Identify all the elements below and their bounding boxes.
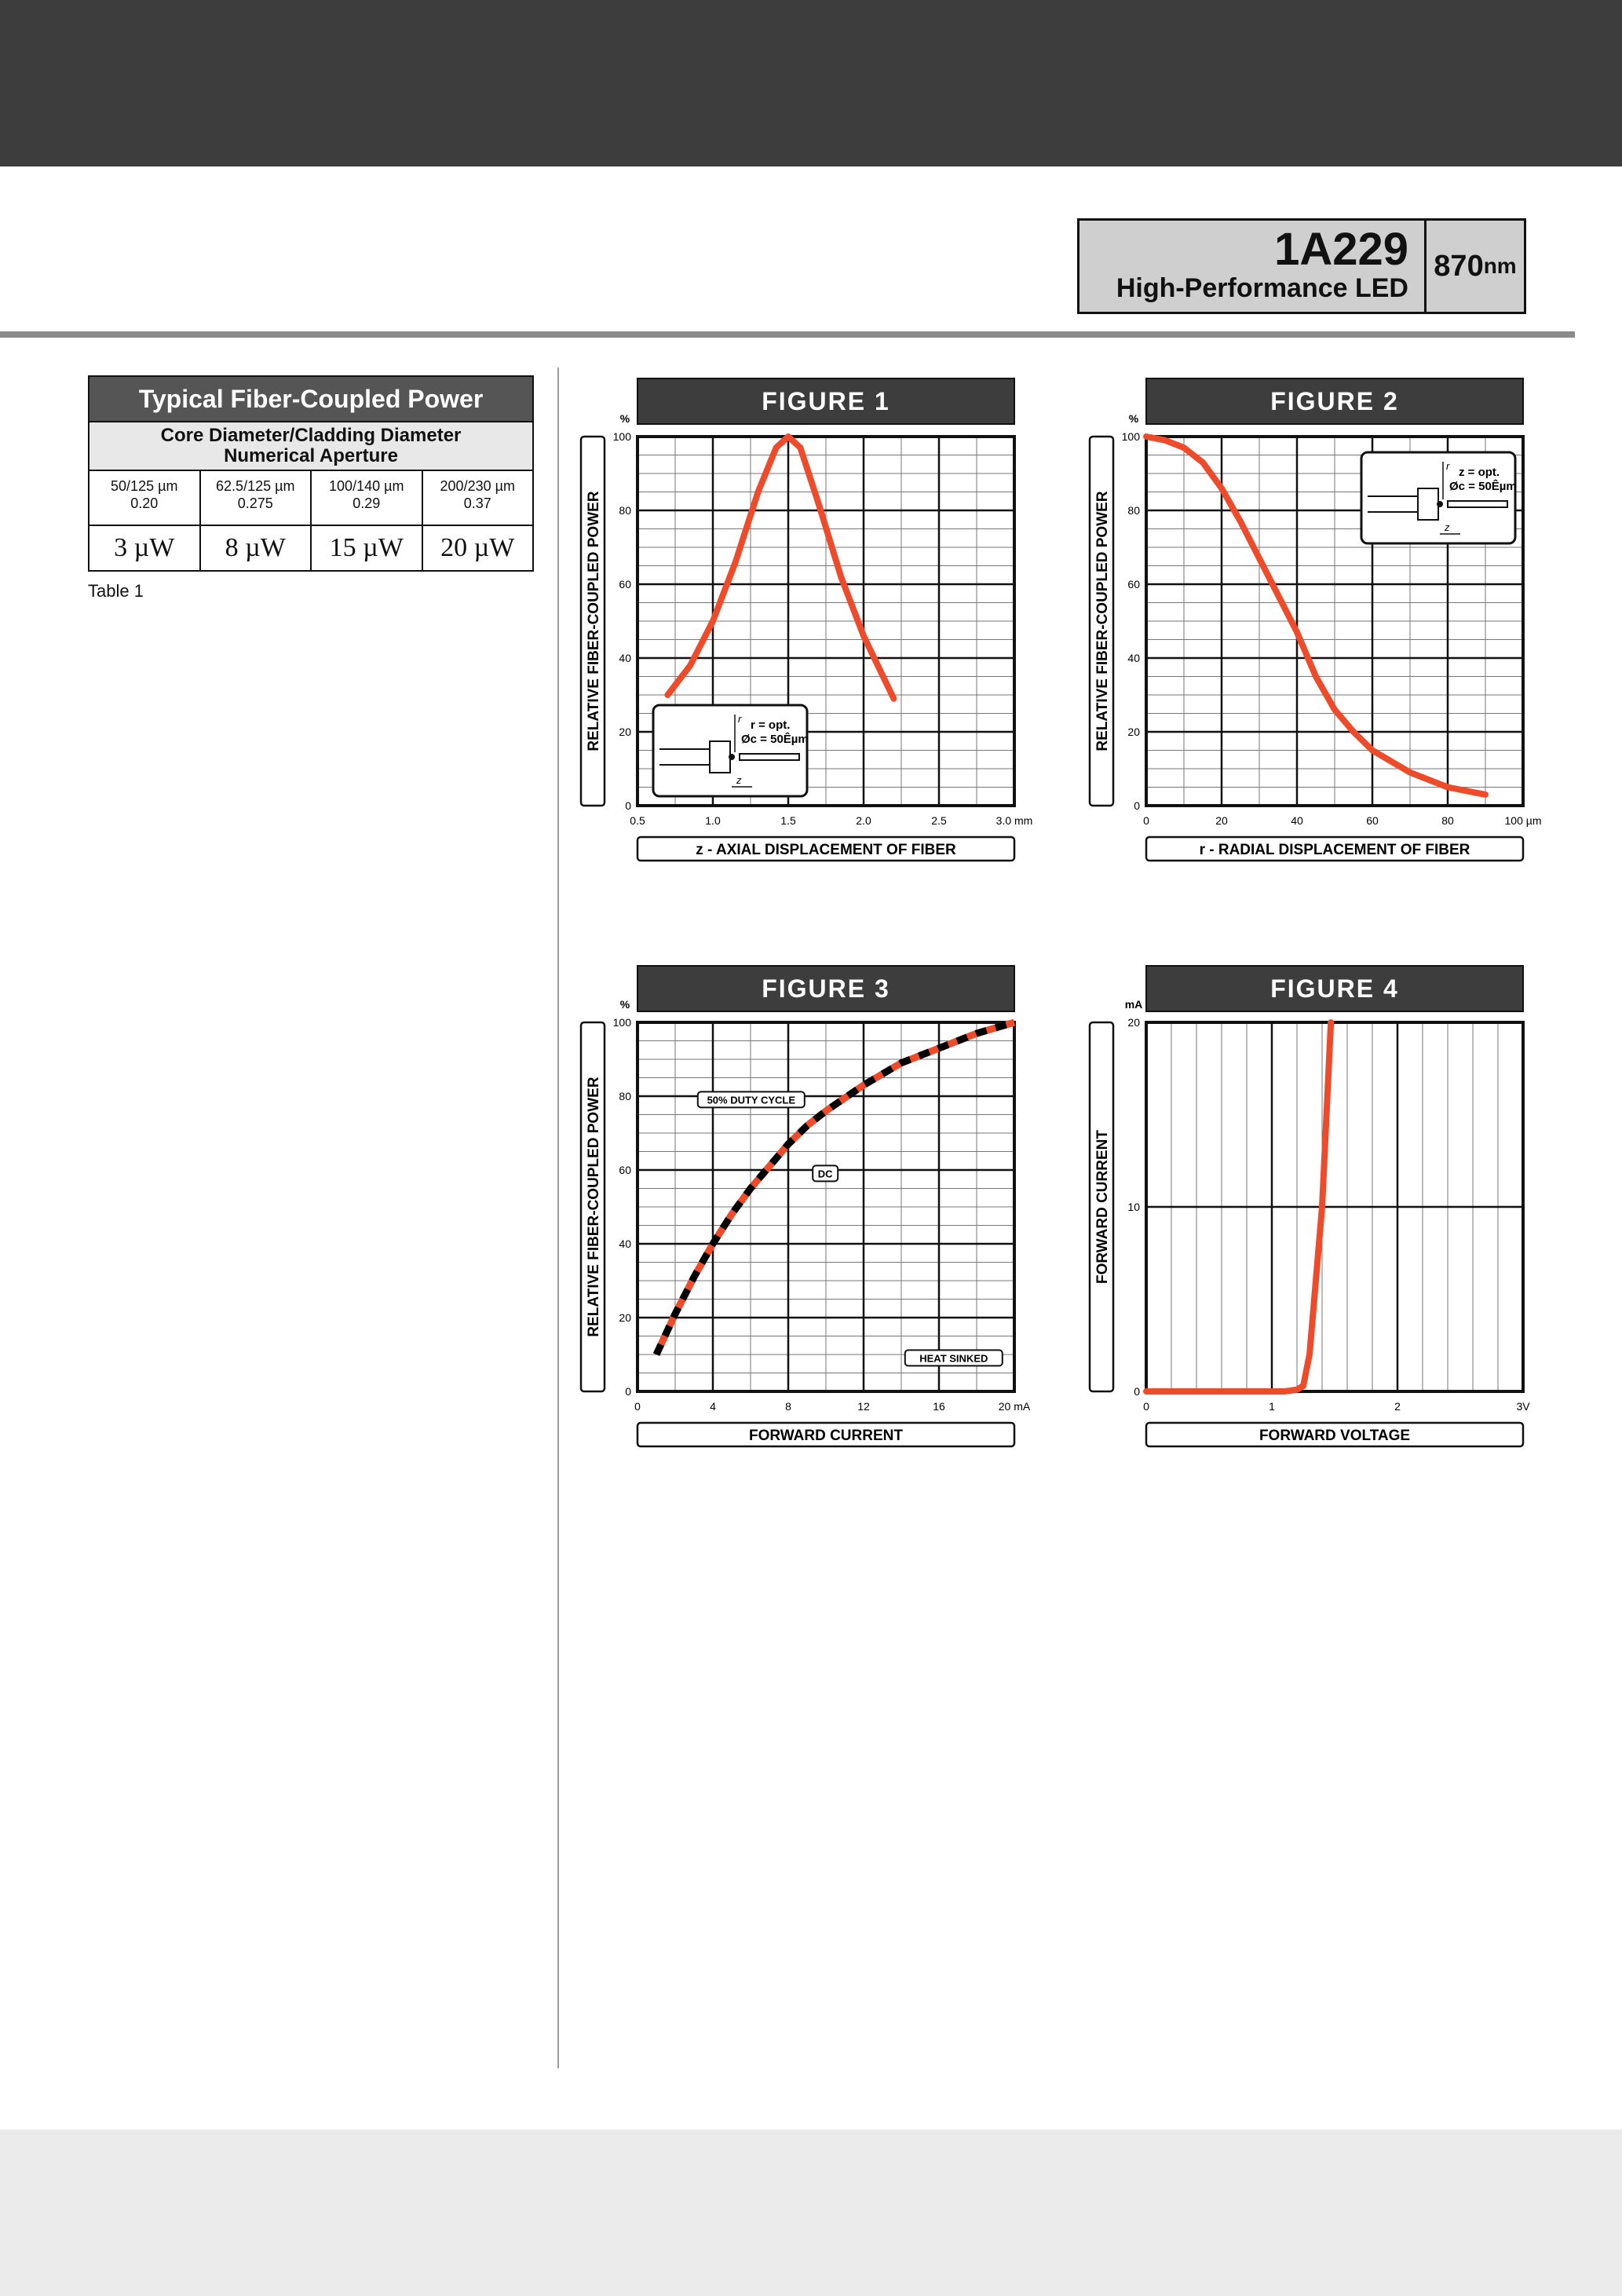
power-cell: 3 µW [114, 533, 175, 562]
x-axis-label: z - AXIAL DISPLACEMENT OF FIBER [696, 842, 956, 858]
figure-title: FIGURE 4 [1270, 974, 1399, 1003]
x-tick-label: 2.5 [931, 814, 947, 827]
x-tick-label: 8 [785, 1400, 791, 1413]
y-tick-label: 60 [619, 1164, 631, 1176]
x-axis-label: FORWARD CURRENT [749, 1428, 903, 1444]
y-axis-label: FORWARD CURRENT [1094, 1130, 1111, 1284]
fiber-size: 50/125 µm [111, 478, 178, 494]
figure-title: FIGURE 3 [762, 974, 890, 1003]
x-tick-label: 80 [1441, 814, 1454, 827]
y-unit-label: % [1128, 412, 1139, 425]
x-tick-label: 3.0 mm [995, 814, 1033, 827]
y-axis-label: RELATIVE FIBER-COUPLED POWER [586, 1077, 602, 1337]
x-tick-label: 3V [1516, 1400, 1530, 1413]
x-axis-label: r - RADIAL DISPLACEMENT OF FIBER [1199, 842, 1470, 858]
y-tick-label: 100 [612, 1016, 631, 1029]
data-curve [667, 437, 893, 699]
figure-title: FIGURE 1 [762, 387, 890, 415]
y-tick-label: 20 [1127, 1016, 1140, 1029]
model-number: 1A229 [1274, 224, 1408, 275]
figure-2 [1090, 378, 1541, 861]
x-axis-label: FORWARD VOLTAGE [1259, 1428, 1411, 1444]
x-tick-label: 1.5 [780, 814, 796, 827]
y-tick-label: 0 [1134, 1385, 1140, 1398]
inset-axis-r: r [1446, 460, 1450, 472]
figure-title: FIGURE 2 [1270, 387, 1399, 415]
figure-4 [1090, 966, 1530, 1446]
x-tick-label: 1.0 [705, 814, 721, 827]
y-tick-label: 80 [1127, 504, 1140, 517]
inset-label-2: Øc = 50Êµm [741, 733, 809, 746]
y-unit-label: % [619, 998, 630, 1011]
y-tick-label: 80 [619, 504, 631, 517]
y-tick-label: 100 [1121, 430, 1140, 443]
power-cell: 8 µW [199, 526, 311, 570]
table-subtitle-line2: Numerical Aperture [224, 445, 398, 466]
x-tick-label: 60 [1366, 814, 1379, 827]
x-tick-label: 20 [1215, 814, 1228, 827]
y-axis-label: RELATIVE FIBER-COUPLED POWER [586, 491, 602, 751]
inset-label-2: Øc = 50Êµm [1449, 480, 1517, 493]
fiber-inset [653, 705, 809, 796]
table-title: Typical Fiber-Coupled Power [90, 377, 532, 421]
numerical-aperture: 0.275 [237, 495, 273, 511]
table-subtitle-line1: Core Diameter/Cladding Diameter [160, 425, 462, 446]
numerical-aperture: 0.37 [463, 495, 491, 511]
y-tick-label: 0 [1134, 799, 1140, 812]
numerical-aperture: 0.29 [353, 495, 381, 511]
x-tick-label: 0 [634, 1400, 641, 1413]
fiber-size: 100/140 µm [329, 478, 404, 494]
y-tick-label: 20 [619, 726, 631, 738]
fiber-icon [740, 754, 799, 760]
annotation-label: DC [817, 1168, 833, 1180]
led-body-icon [710, 741, 730, 773]
y-tick-label: 40 [619, 652, 631, 664]
x-tick-label: 0 [1143, 1400, 1149, 1413]
y-tick-label: 20 [1127, 726, 1140, 738]
y-axis-label: RELATIVE FIBER-COUPLED POWER [1094, 491, 1111, 751]
y-tick-label: 40 [1127, 652, 1140, 664]
x-tick-label: 12 [857, 1400, 870, 1413]
y-tick-label: 20 [619, 1311, 631, 1324]
inset-axis-r: r [738, 713, 742, 725]
inset-label-1: z = opt. [1459, 466, 1500, 479]
y-tick-label: 40 [619, 1238, 631, 1250]
x-tick-label: 100 µm [1504, 814, 1542, 827]
y-unit-label: mA [1124, 998, 1143, 1011]
y-tick-label: 10 [1127, 1201, 1140, 1213]
x-tick-label: 20 mA [998, 1400, 1031, 1413]
x-tick-label: 40 [1291, 814, 1303, 827]
inset-axis-z: z [736, 774, 742, 786]
figure-3 [581, 966, 1031, 1446]
emitter-dot [729, 754, 735, 760]
power-cell: 15 µW [310, 526, 422, 570]
y-tick-label: 0 [625, 1385, 631, 1398]
y-unit-label: % [619, 412, 630, 425]
y-tick-label: 60 [1127, 578, 1140, 590]
product-description: High-Performance LED [1116, 273, 1408, 303]
x-tick-label: 1 [1269, 1400, 1275, 1413]
fiber-inset [1361, 452, 1517, 543]
annotation-label: HEAT SINKED [919, 1352, 988, 1365]
y-tick-label: 0 [625, 799, 631, 812]
emitter-dot [1437, 501, 1443, 507]
inset-label-1: r = opt. [751, 718, 791, 732]
x-tick-label: 0.5 [630, 814, 645, 827]
y-tick-label: 100 [612, 430, 631, 443]
inset-axis-z: z [1445, 521, 1450, 533]
wavelength-unit: nm [1483, 254, 1517, 278]
x-tick-label: 0 [1143, 814, 1149, 827]
figure-1 [581, 378, 1032, 861]
led-body-icon [1418, 488, 1438, 520]
footer-bar [0, 2130, 1622, 2296]
table-caption: Table 1 [88, 581, 144, 601]
wavelength-value: 870 [1434, 249, 1484, 283]
x-tick-label: 16 [933, 1400, 945, 1413]
power-cell: 20 µW [422, 526, 533, 570]
x-tick-label: 2 [1394, 1400, 1401, 1413]
y-tick-label: 60 [619, 578, 631, 590]
fiber-size: 200/230 µm [440, 478, 515, 494]
y-tick-label: 80 [619, 1090, 631, 1102]
numerical-aperture: 0.20 [130, 495, 159, 511]
fiber-icon [1448, 501, 1507, 507]
x-tick-label: 4 [710, 1400, 716, 1413]
annotation-label: 50% DUTY CYCLE [707, 1094, 796, 1106]
x-tick-label: 2.0 [856, 814, 871, 827]
fiber-size: 62.5/125 µm [216, 478, 295, 494]
